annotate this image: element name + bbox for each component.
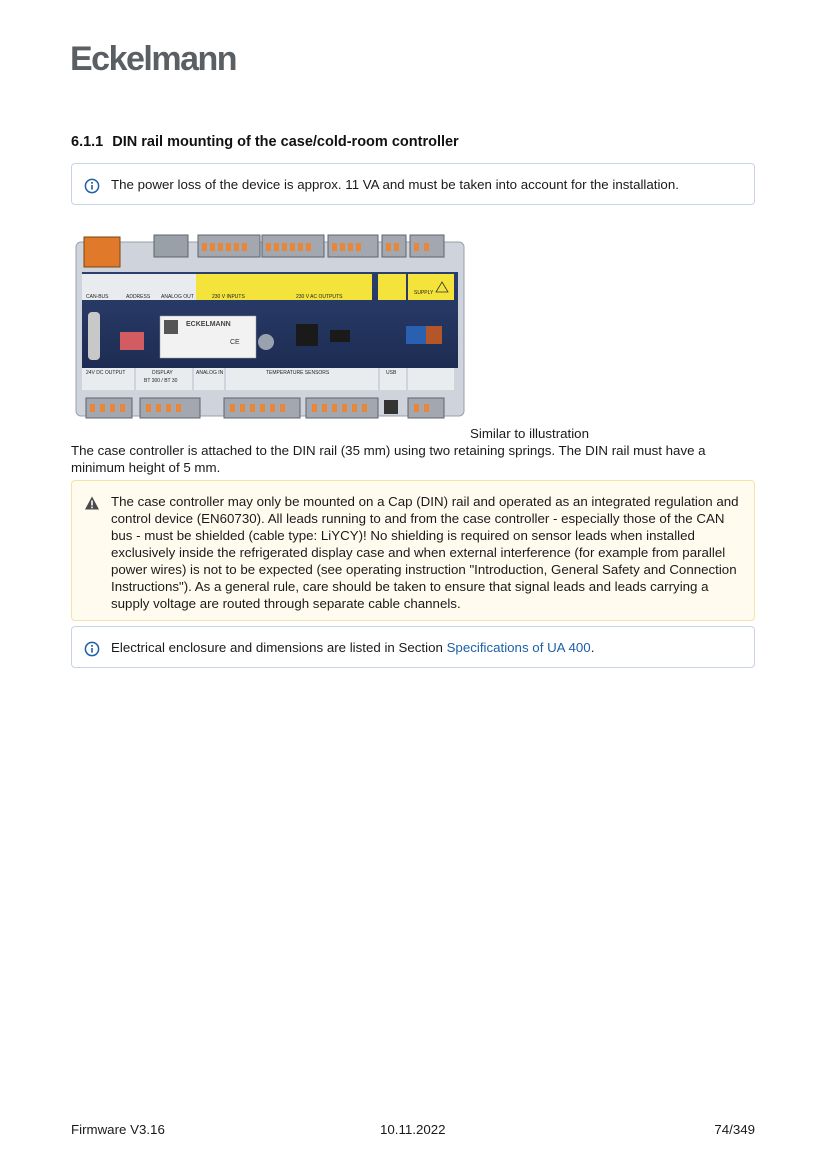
warning-icon	[84, 495, 100, 511]
enclosure-text-prefix: Electrical enclosure and dimensions are listed in Section	[111, 640, 447, 655]
temperature-sensors-label: TEMPERATURE SENSORS	[266, 370, 330, 376]
controller-illustration	[74, 232, 466, 425]
bt-label: BT 300 / BT 30	[144, 378, 178, 384]
analog-in-label: ANALOG IN	[196, 370, 224, 376]
warning-panel	[71, 480, 755, 621]
info-icon	[84, 178, 100, 194]
can-bus-label: CAN-BUS	[86, 294, 109, 300]
specifications-link[interactable]: Specifications of UA 400	[446, 640, 591, 655]
eckelmann-logo: Eckelmann	[70, 40, 237, 78]
footer-firmware: Firmware V3.16	[71, 1122, 165, 1137]
footer-date: 10.11.2022	[380, 1122, 446, 1137]
footer-page-number: 74/349	[714, 1122, 755, 1137]
info-icon	[84, 641, 100, 657]
supply-label: SUPPLY	[414, 290, 434, 296]
address-label: ADDRESS	[126, 294, 151, 300]
inputs-230v-label: 230 V INPUTS	[212, 294, 245, 300]
power-loss-text: The power loss of the device is approx. 11 VA and must be taken into account for the installation.	[111, 177, 679, 192]
dc-output-label: 24V DC OUTPUT	[86, 370, 126, 376]
enclosure-text-suffix: .	[590, 640, 595, 655]
usb-label: USB	[386, 370, 397, 376]
brand-label: ECKELMANN	[186, 321, 231, 328]
analog-out-label: ANALOG OUT	[161, 294, 194, 300]
section-number: 6.1.1	[71, 134, 104, 150]
figure-caption: Similar to illustration	[470, 426, 589, 441]
ce-mark: CE	[230, 339, 240, 346]
section-heading	[71, 134, 459, 150]
warning-text: The case controller may only be mounted on a Cap (DIN) rail and operated as an integrated regulation and control device (EN60730). All leads running to and from the case controller - especially those of the CAN bus - must be shielded (cable type: LiYCY)! No shielding is required on sensor leads when installed exclusively inside the refrigerated display case and when external interference (for example from parallel power wires) is not to be expected (see operating instruction "Introduction, General Safety and Connection Instructions"). As a general rule, care should be taken to ensure that signal leads and leads carrying a supply voltage are routed through separate cable channels.	[111, 494, 739, 611]
info-panel-power-loss	[71, 163, 755, 205]
din-rail-paragraph: The case controller is attached to the DIN rail (35 mm) using two retaining springs. The DIN rail must have a minimum height of 5 mm.	[71, 443, 706, 475]
display-label: DISPLAY	[152, 370, 173, 376]
section-title: DIN rail mounting of the case/cold-room controller	[112, 134, 459, 150]
info-panel-enclosure	[71, 626, 755, 668]
outputs-230v-label: 230 V AC OUTPUTS	[296, 294, 343, 300]
